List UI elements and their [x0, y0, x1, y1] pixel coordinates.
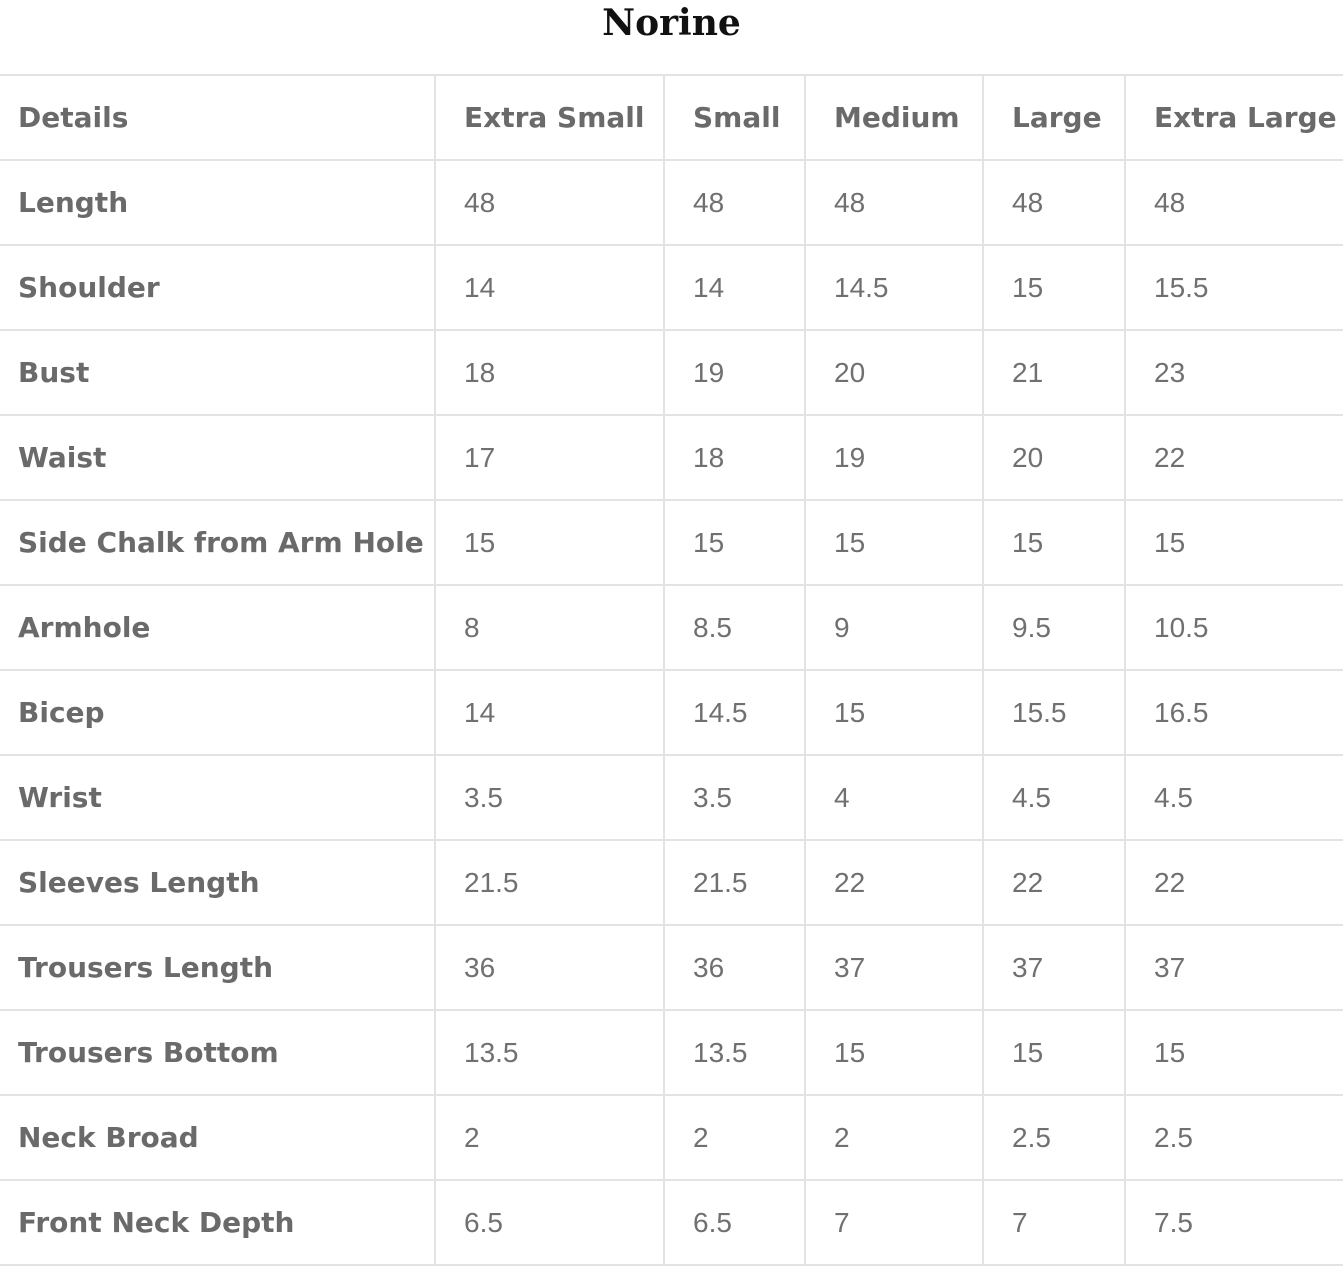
- row-label: Armhole: [0, 585, 435, 670]
- table-cell: 37: [1125, 925, 1343, 1010]
- table-cell: 48: [435, 160, 664, 245]
- table-row: [0, 245, 1343, 330]
- table-cell: 14: [664, 245, 805, 330]
- table-cell: 14: [435, 245, 664, 330]
- table-cell: 17: [435, 415, 664, 500]
- table-cell: 36: [435, 925, 664, 1010]
- table-cell: 15: [805, 1010, 983, 1095]
- table-cell: 18: [435, 330, 664, 415]
- table-cell: 22: [983, 840, 1125, 925]
- column-header-medium: Medium: [805, 75, 983, 160]
- table-row: [0, 330, 1343, 415]
- table-cell: 15: [805, 500, 983, 585]
- table-cell: 15: [1125, 1010, 1343, 1095]
- table-cell: 15: [983, 500, 1125, 585]
- size-chart-table: [0, 74, 1343, 1266]
- table-cell: 48: [983, 160, 1125, 245]
- row-label: Waist: [0, 415, 435, 500]
- table-cell: 21: [983, 330, 1125, 415]
- table-cell: 13.5: [664, 1010, 805, 1095]
- table-cell: 48: [664, 160, 805, 245]
- row-label: Trousers Bottom: [0, 1010, 435, 1095]
- table-cell: 2: [805, 1095, 983, 1180]
- row-label: Front Neck Depth: [0, 1180, 435, 1265]
- table-cell: 23: [1125, 330, 1343, 415]
- table-cell: 8: [435, 585, 664, 670]
- table-cell: 36: [664, 925, 805, 1010]
- table-row: [0, 925, 1343, 1010]
- table-cell: 21.5: [664, 840, 805, 925]
- table-cell: 8.5: [664, 585, 805, 670]
- row-label: Bicep: [0, 670, 435, 755]
- table-row: [0, 415, 1343, 500]
- table-cell: 21.5: [435, 840, 664, 925]
- table-cell: 14: [435, 670, 664, 755]
- table-cell: 14.5: [664, 670, 805, 755]
- table-cell: 15: [983, 245, 1125, 330]
- page-title: Norine: [602, 2, 741, 44]
- table-cell: 2.5: [983, 1095, 1125, 1180]
- table-cell: 15: [1125, 500, 1343, 585]
- table-cell: 15: [983, 1010, 1125, 1095]
- table-cell: 19: [805, 415, 983, 500]
- table-row: [0, 160, 1343, 245]
- table-cell: 13.5: [435, 1010, 664, 1095]
- table-cell: 2: [664, 1095, 805, 1180]
- row-label: Shoulder: [0, 245, 435, 330]
- table-cell: 7: [805, 1180, 983, 1265]
- table-cell: 22: [1125, 840, 1343, 925]
- table-row: [0, 500, 1343, 585]
- row-label: Bust: [0, 330, 435, 415]
- row-label: Wrist: [0, 755, 435, 840]
- table-row: [0, 670, 1343, 755]
- table-cell: 48: [805, 160, 983, 245]
- table-row: [0, 840, 1343, 925]
- table-cell: 9: [805, 585, 983, 670]
- row-label: Trousers Length: [0, 925, 435, 1010]
- row-label: Sleeves Length: [0, 840, 435, 925]
- table-cell: 15: [664, 500, 805, 585]
- table-cell: 3.5: [435, 755, 664, 840]
- table-cell: 10.5: [1125, 585, 1343, 670]
- table-cell: 15: [805, 670, 983, 755]
- table-cell: 15: [435, 500, 664, 585]
- table-row: [0, 1095, 1343, 1180]
- table-row: [0, 585, 1343, 670]
- table-cell: 6.5: [664, 1180, 805, 1265]
- table-cell: 22: [805, 840, 983, 925]
- table-cell: 20: [983, 415, 1125, 500]
- table-cell: 7.5: [1125, 1180, 1343, 1265]
- table-cell: 6.5: [435, 1180, 664, 1265]
- table-row: [0, 1180, 1343, 1265]
- table-cell: 7: [983, 1180, 1125, 1265]
- table-row: [0, 1010, 1343, 1095]
- table-cell: 14.5: [805, 245, 983, 330]
- column-header-extra-large: Extra Large: [1125, 75, 1343, 160]
- table-cell: 15.5: [1125, 245, 1343, 330]
- table-cell: 37: [805, 925, 983, 1010]
- table-cell: 4.5: [983, 755, 1125, 840]
- row-label: Neck Broad: [0, 1095, 435, 1180]
- table-cell: 20: [805, 330, 983, 415]
- table-cell: 2.5: [1125, 1095, 1343, 1180]
- column-header-extra-small: Extra Small: [435, 75, 664, 160]
- table-cell: 37: [983, 925, 1125, 1010]
- row-label: Length: [0, 160, 435, 245]
- table-cell: 22: [1125, 415, 1343, 500]
- row-label: Side Chalk from Arm Hole: [0, 500, 435, 585]
- table-cell: 4: [805, 755, 983, 840]
- table-cell: 9.5: [983, 585, 1125, 670]
- column-header-small: Small: [664, 75, 805, 160]
- table-cell: 15.5: [983, 670, 1125, 755]
- table-cell: 18: [664, 415, 805, 500]
- table-cell: 3.5: [664, 755, 805, 840]
- table-cell: 48: [1125, 160, 1343, 245]
- table-cell: 4.5: [1125, 755, 1343, 840]
- table-cell: 16.5: [1125, 670, 1343, 755]
- table-cell: 19: [664, 330, 805, 415]
- column-header-details: Details: [0, 75, 435, 160]
- table-row: [0, 755, 1343, 840]
- table-cell: 2: [435, 1095, 664, 1180]
- column-header-large: Large: [983, 75, 1125, 160]
- table-header-row: [0, 75, 1343, 160]
